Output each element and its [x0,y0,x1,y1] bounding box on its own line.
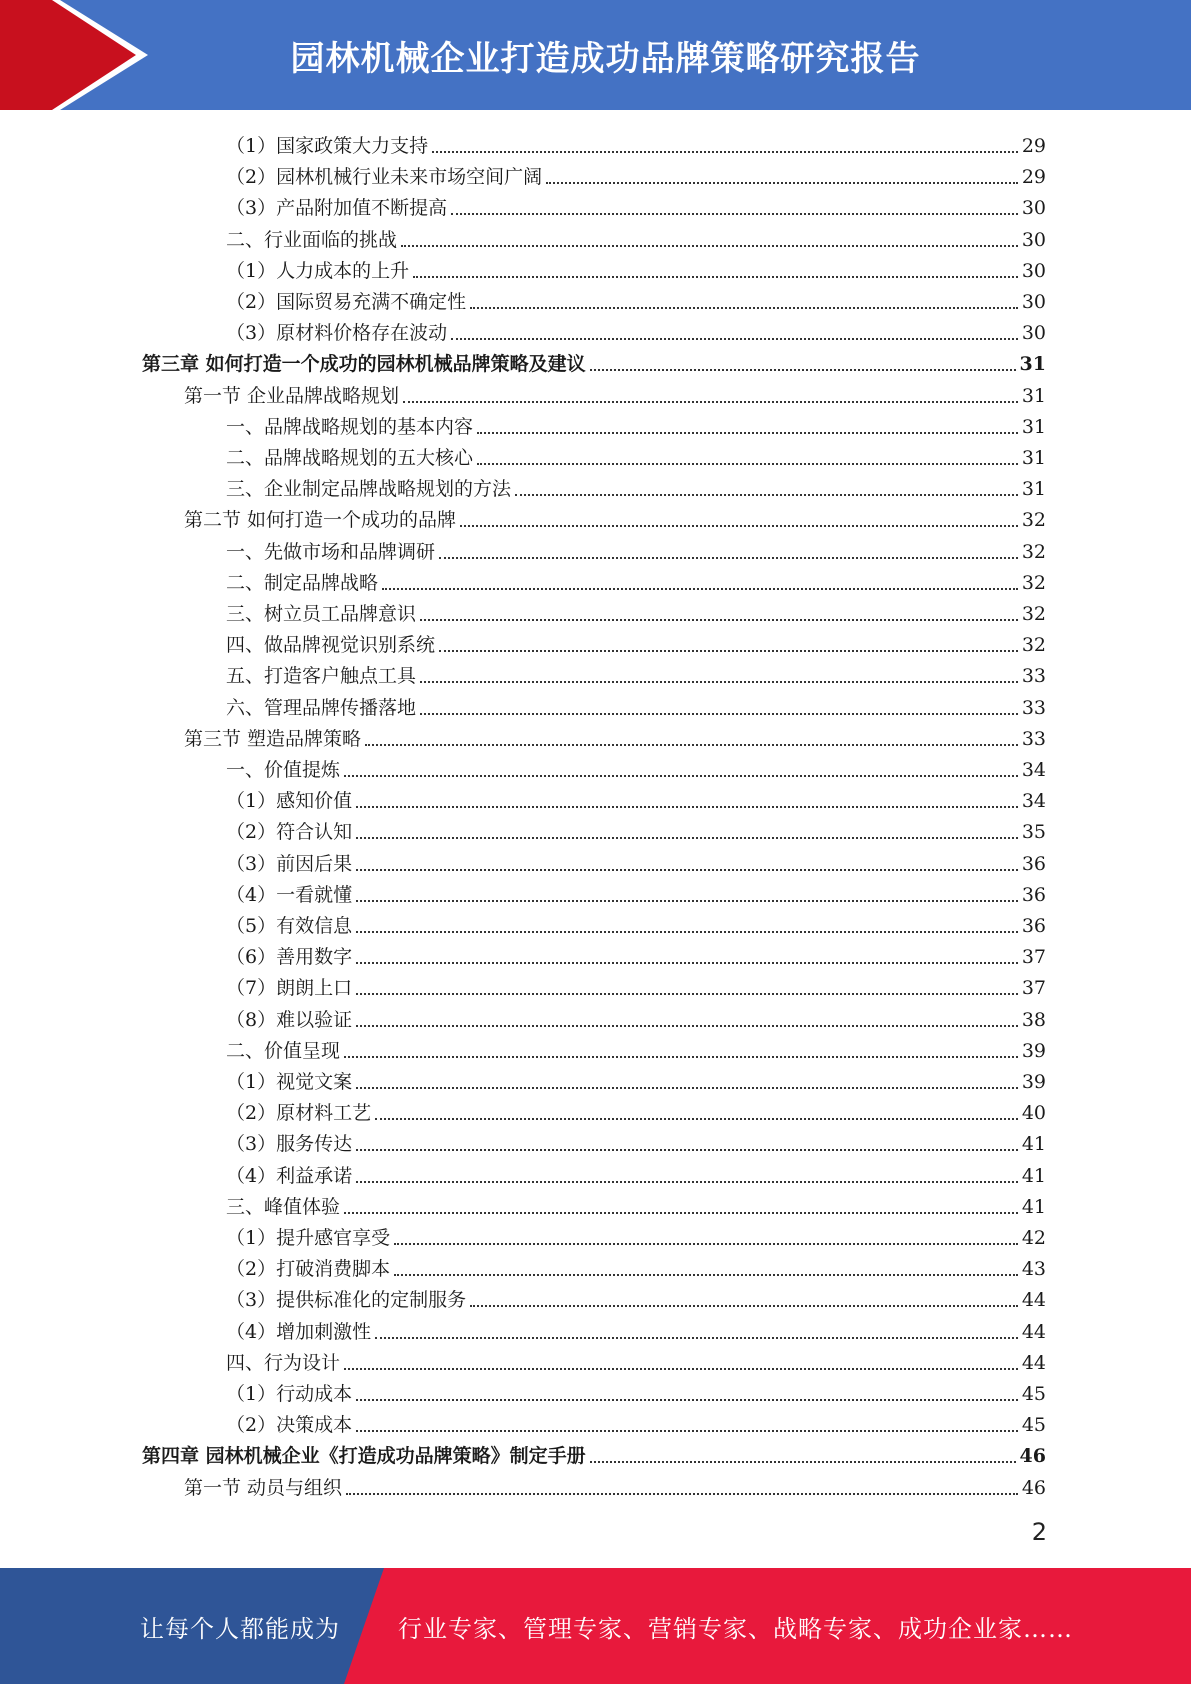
toc-leader-dots [356,930,1018,933]
toc-leader-dots [477,462,1018,465]
toc-entry-title: （3）原材料价格存在波动 [226,322,448,345]
toc-entry-page: 38 [1021,1008,1046,1031]
toc-entry-page: 44 [1021,1289,1046,1312]
toc-entry[interactable] [226,158,1046,189]
toc-entry-page: 30 [1021,259,1046,282]
toc-leader-dots [344,774,1018,777]
toc-entry-title: （4）增加刺激性 [226,1320,372,1343]
toc-entry-page: 31 [1019,353,1046,376]
toc-entry-page: 29 [1021,135,1046,157]
toc-entry-title: 第一节 动员与组织 [184,1476,343,1499]
toc-entry-page: 37 [1021,977,1046,1000]
toc-entry-page: 32 [1021,634,1046,657]
toc-entry-page: 29 [1021,166,1046,189]
toc-entry-title: 第三章 如何打造一个成功的园林机械品牌策略及建议 [142,353,586,376]
toc-entry-title: （5）有效信息 [226,915,353,937]
toc-entry-title: 二、行业面临的挑战 [226,228,398,251]
toc-leader-dots [394,1242,1018,1245]
toc-entry-title: （3）前因后果 [226,852,353,875]
toc-entry-page: 36 [1021,852,1046,875]
toc-leader-dots [394,1273,1018,1276]
toc-entry-page: 37 [1021,946,1046,969]
toc-entry-page: 41 [1021,1133,1046,1156]
toc-entry-page: 31 [1021,478,1046,501]
toc-entry[interactable] [226,221,1046,252]
header-band [0,0,1191,110]
toc-entry-title: （2）原材料工艺 [226,1102,372,1125]
toc-entry[interactable] [142,345,1046,376]
toc-leader-dots [356,961,1018,964]
toc-leader-dots [356,992,1018,995]
toc-leader-dots [413,275,1018,278]
toc-entry[interactable] [226,782,1046,813]
toc-leader-dots [356,899,1018,902]
footer-slogan-right: 行业专家、管理专家、营销专家、战略专家、成功企业家…… [398,1614,1073,1643]
toc-leader-dots [403,400,1018,403]
footer-slogan-left: 让每个人都能成为 [140,1614,340,1643]
toc-entry[interactable] [184,377,1046,408]
toc-entry-page: 31 [1021,384,1046,407]
toc-entry[interactable] [226,127,1046,158]
toc-entry[interactable] [226,751,1046,782]
toc-entry-page: 39 [1021,1039,1046,1062]
toc-entry-title: 一、品牌战略规划的基本内容 [226,415,474,438]
toc-entry-title: （7）朗朗上口 [226,977,353,1000]
toc-entry-title: 第四章 园林机械企业《打造成功品牌策略》制定手册 [142,1445,586,1468]
toc-leader-dots [420,712,1018,715]
toc-entry-title: 第三节 塑造品牌策略 [184,727,362,750]
toc-entry-title: 五、打造客户触点工具 [226,665,417,688]
toc-entry-page: 46 [1019,1445,1046,1468]
toc-entry[interactable] [226,189,1046,220]
toc-entry[interactable] [184,501,1046,532]
toc-entry-title: （2）决策成本 [226,1414,353,1437]
toc-entry[interactable] [226,1250,1046,1281]
toc-entry-title: （2）打破消费脚本 [226,1258,391,1281]
toc-entry[interactable] [226,876,1046,907]
toc-entry[interactable] [226,1313,1046,1344]
toc-leader-dots [401,244,1018,247]
toc-entry-page: 36 [1021,883,1046,906]
toc-leader-dots [382,587,1018,590]
toc-leader-dots [356,1429,1018,1432]
toc-leader-dots [356,836,1018,839]
toc-entry-title: （2）符合认知 [226,821,353,844]
toc-entry-title: （1）人力成本的上升 [226,259,410,282]
toc-entry-title: （3）服务传达 [226,1133,353,1156]
toc-entry-page: 41 [1021,1164,1046,1187]
toc-leader-dots [356,1398,1018,1401]
toc-entry-title: 三、企业制定品牌战略规划的方法 [226,478,512,501]
toc-entry-page: 33 [1021,727,1046,750]
toc-leader-dots [356,1086,1018,1089]
toc-leader-dots [477,431,1018,434]
toc-entry[interactable] [226,1032,1046,1063]
toc-entry[interactable] [226,439,1046,470]
toc-entry[interactable] [226,1001,1046,1032]
toc-entry-page: 30 [1021,197,1046,220]
toc-leader-dots [344,1211,1018,1214]
toc-entry-page: 33 [1021,665,1046,688]
toc-entry-title: 一、价值提炼 [226,759,341,781]
toc-entry[interactable] [226,1406,1046,1437]
toc-entry-title: （6）善用数字 [226,946,353,969]
toc-leader-dots [432,150,1018,153]
toc-entry[interactable] [226,283,1046,314]
toc-entry-title: 三、树立员工品牌意识 [226,603,417,625]
toc-entry-page: 44 [1021,1351,1046,1374]
toc-leader-dots [346,1492,1018,1495]
toc-entry-page: 31 [1021,447,1046,469]
toc-leader-dots [356,1180,1018,1183]
toc-entry-title: 第二节 如何打造一个成功的品牌 [184,509,457,532]
toc-entry-page: 44 [1021,1320,1046,1343]
toc-leader-dots [460,524,1018,527]
toc-leader-dots [375,1336,1018,1339]
toc-leader-dots [344,1055,1018,1058]
toc-entry-page: 35 [1021,821,1046,844]
toc-entry-page: 43 [1021,1258,1046,1281]
toc-entry[interactable] [184,1469,1046,1500]
toc-entry-title: （1）国家政策大力支持 [226,135,429,157]
toc-entry-page: 36 [1021,915,1046,937]
toc-leader-dots [420,618,1018,621]
footer-band [0,1568,1191,1684]
toc-entry-title: （8）难以验证 [226,1008,353,1031]
toc-entry-page: 46 [1021,1476,1046,1499]
toc-entry[interactable] [142,1437,1046,1468]
toc-entry-page: 45 [1021,1383,1046,1405]
toc-entry-title: （1）感知价值 [226,790,353,813]
toc-entry-page: 31 [1021,415,1046,438]
toc-entry-title: 四、做品牌视觉识别系统 [226,634,436,657]
toc-leader-dots [451,337,1018,340]
toc-entry[interactable] [226,252,1046,283]
toc-entry-title: （2）国际贸易充满不确定性 [226,291,467,313]
toc-entry[interactable] [226,1344,1046,1375]
toc-entry-page: 32 [1021,571,1046,594]
toc-entry-page: 32 [1021,509,1046,532]
toc-entry[interactable] [226,907,1046,938]
toc-entry[interactable] [226,1094,1046,1125]
toc-entry[interactable] [226,1281,1046,1312]
toc-entry-title: （3）产品附加值不断提高 [226,197,448,220]
toc-leader-dots [590,1460,1016,1463]
toc-entry-page: 32 [1021,540,1046,563]
toc-entry-page: 32 [1021,603,1046,625]
toc-entry-page: 34 [1021,790,1046,813]
toc-entry-page: 30 [1021,291,1046,313]
toc-entry[interactable] [226,470,1046,501]
toc-leader-dots [420,680,1018,683]
toc-entry-title: （1）提升感官享受 [226,1227,391,1249]
toc-entry-page: 39 [1021,1071,1046,1093]
toc-leader-dots [356,1148,1018,1151]
toc-entry-title: 三、峰值体验 [226,1195,341,1218]
toc-entry-page: 33 [1021,696,1046,719]
toc-leader-dots [356,868,1018,871]
toc-entry[interactable] [226,1188,1046,1219]
toc-entry[interactable] [226,845,1046,876]
toc-entry-title: 一、先做市场和品牌调研 [226,540,436,563]
toc-entry-title: （2）园林机械行业未来市场空间广阔 [226,166,543,189]
toc-entry-page: 40 [1021,1102,1046,1125]
toc-entry-page: 34 [1021,759,1046,781]
toc-entry-title: （3）提供标准化的定制服务 [226,1289,467,1312]
toc-entry[interactable] [226,969,1046,1000]
toc-entry-title: （1）行动成本 [226,1383,353,1405]
toc-leader-dots [344,1367,1018,1370]
toc-entry-page: 42 [1021,1227,1046,1249]
toc-entry[interactable] [226,1157,1046,1188]
toc-entry[interactable] [226,689,1046,720]
toc-entry[interactable] [226,595,1046,626]
toc-entry[interactable] [226,938,1046,969]
toc-leader-dots [470,1304,1018,1307]
toc-leader-dots [451,212,1018,215]
toc-entry[interactable] [226,626,1046,657]
toc-entry[interactable] [226,1063,1046,1094]
toc-entry[interactable] [226,1219,1046,1250]
toc-leader-dots [439,556,1018,559]
toc-leader-dots [356,805,1018,808]
toc-leader-dots [356,1024,1018,1027]
toc-entry-title: （4）一看就懂 [226,883,353,906]
toc-entry[interactable] [226,314,1046,345]
toc-entry-title: 四、行为设计 [226,1351,341,1374]
page-number: 2 [1031,1518,1047,1546]
toc-entry[interactable] [226,657,1046,688]
toc-leader-dots [365,743,1018,746]
toc-entry-page: 45 [1021,1414,1046,1437]
toc-entry[interactable] [226,1375,1046,1406]
toc-entry[interactable] [226,813,1046,844]
toc-entry[interactable] [226,564,1046,595]
toc-entry-title: 六、管理品牌传播落地 [226,696,417,719]
toc-entry-title: （4）利益承诺 [226,1164,353,1187]
toc-entry-title: 第一节 企业品牌战略规划 [184,384,400,407]
toc-entry[interactable] [226,533,1046,564]
toc-leader-dots [470,306,1018,309]
toc-entry-title: （1）视觉文案 [226,1071,353,1093]
toc-leader-dots [375,1117,1018,1120]
toc-entry-title: 二、制定品牌战略 [226,571,379,594]
toc-entry[interactable] [184,720,1046,751]
toc-entry[interactable] [226,1125,1046,1156]
toc-entry-title: 二、价值呈现 [226,1039,341,1062]
toc-entry-title: 二、品牌战略规划的五大核心 [226,447,474,469]
toc-leader-dots [546,181,1018,184]
toc-leader-dots [590,368,1016,371]
toc-entry-page: 30 [1021,228,1046,251]
toc-entry-page: 30 [1021,322,1046,345]
toc-leader-dots [439,649,1018,652]
toc-leader-dots [515,493,1018,496]
toc-entry[interactable] [226,408,1046,439]
toc-entry-page: 41 [1021,1195,1046,1218]
document-title: 园林机械企业打造成功品牌策略研究报告 [290,38,921,79]
